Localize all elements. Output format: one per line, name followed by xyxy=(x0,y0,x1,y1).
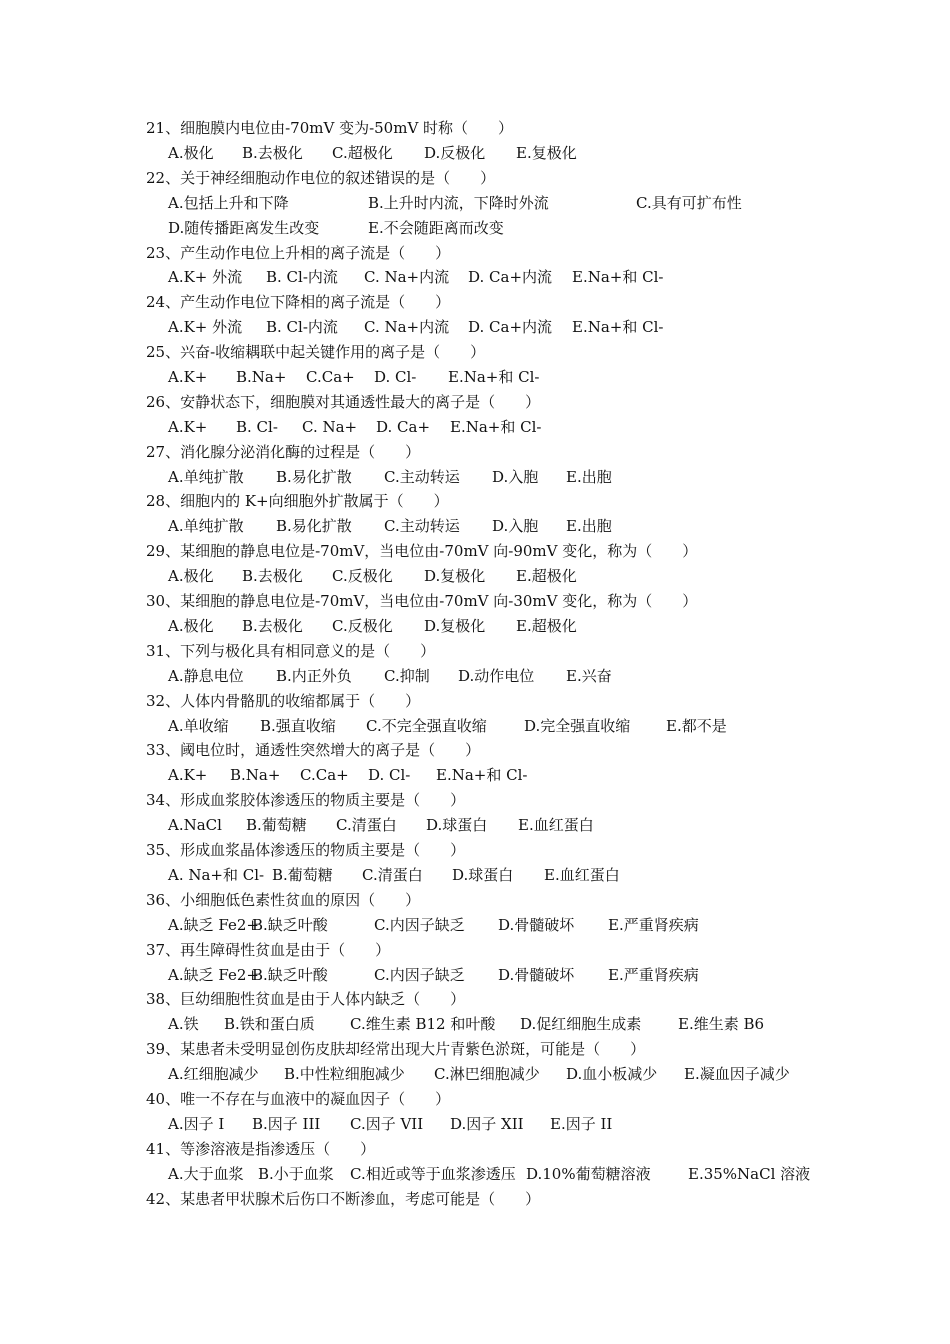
question-stem: 28、细胞内的 K+向细胞外扩散属于（ ） xyxy=(146,492,449,510)
answer-option: B. Cl-内流 xyxy=(266,318,338,336)
answer-option: B.易化扩散 xyxy=(276,517,352,535)
answer-option: B.去极化 xyxy=(242,144,303,162)
answer-option: E.兴奋 xyxy=(566,667,612,685)
answer-option: D. Ca+内流 xyxy=(468,268,553,286)
answer-option: A.缺乏 Fe2+ xyxy=(168,966,259,984)
answer-option: D.球蛋白 xyxy=(452,866,514,884)
answer-option: B.缺乏叶酸 xyxy=(252,966,328,984)
answer-option: A.NaCl xyxy=(168,816,222,834)
answer-option: E.出胞 xyxy=(566,468,612,486)
answer-option: E.35%NaCl 溶液 xyxy=(688,1165,811,1183)
answer-option: B.葡萄糖 xyxy=(272,866,333,884)
answer-option: D. Cl- xyxy=(368,766,411,784)
answer-option: A.单纯扩散 xyxy=(168,468,244,486)
answer-option: E.Na+和 Cl- xyxy=(572,268,664,286)
answer-option: D.促红细胞生成素 xyxy=(520,1015,642,1033)
answer-option: C.维生素 B12 和叶酸 xyxy=(350,1015,496,1033)
answer-option: E.超极化 xyxy=(516,567,577,585)
answer-option: B.易化扩散 xyxy=(276,468,352,486)
question-stem: 22、关于神经细胞动作电位的叙述错误的是（ ） xyxy=(146,169,496,187)
answer-option: B.小于血浆 xyxy=(258,1165,334,1183)
answer-option: B.Na+ xyxy=(236,368,287,386)
answer-option: C. Na+内流 xyxy=(364,268,450,286)
answer-option: E.Na+和 Cl- xyxy=(450,418,542,436)
question-stem: 40、唯一不存在与血液中的凝血因子（ ） xyxy=(146,1090,451,1108)
answer-option: A.K+ xyxy=(168,368,208,386)
question-stem: 23、产生动作电位上升相的离子流是（ ） xyxy=(146,244,451,262)
answer-option: E.凝血因子减少 xyxy=(684,1065,790,1083)
question-stem: 21、细胞膜内电位由-70mV 变为-50mV 时称（ ） xyxy=(146,119,514,137)
answer-option: B.缺乏叶酸 xyxy=(252,916,328,934)
answer-option: D.骨髓破坏 xyxy=(498,966,575,984)
answer-option: D.完全强直收缩 xyxy=(524,717,631,735)
answer-option: C.具有可扩布性 xyxy=(636,194,742,212)
question-stem: 42、某患者甲状腺术后伤口不断渗血，考虑可能是（ ） xyxy=(146,1190,541,1208)
answer-option: D.入胞 xyxy=(492,468,539,486)
answer-option: C.反极化 xyxy=(332,567,393,585)
answer-option: C.因子 VII xyxy=(350,1115,424,1133)
question-stem: 33、阈电位时，通透性突然增大的离子是（ ） xyxy=(146,741,481,759)
answer-option: D.反极化 xyxy=(424,144,486,162)
question-stem: 37、再生障碍性贫血是由于（ ） xyxy=(146,941,391,959)
answer-option: E.血红蛋白 xyxy=(544,866,620,884)
answer-option: B.因子 III xyxy=(252,1115,321,1133)
answer-option: E.严重肾疾病 xyxy=(608,916,699,934)
answer-option: C.Ca+ xyxy=(300,766,349,784)
answer-option: E.复极化 xyxy=(516,144,577,162)
answer-option: C.内因子缺乏 xyxy=(374,966,465,984)
answer-option: C.Ca+ xyxy=(306,368,355,386)
answer-option: C.清蛋白 xyxy=(362,866,423,884)
answer-option: B.去极化 xyxy=(242,567,303,585)
question-stem: 32、人体内骨骼肌的收缩都属于（ ） xyxy=(146,692,421,710)
answer-option: B.上升时内流，下降时外流 xyxy=(368,194,549,212)
answer-option: B.Na+ xyxy=(230,766,281,784)
answer-option: E.Na+和 Cl- xyxy=(448,368,540,386)
answer-option: B.葡萄糖 xyxy=(246,816,307,834)
answer-option: D.因子 XII xyxy=(450,1115,524,1133)
answer-option: A.静息电位 xyxy=(168,667,244,685)
answer-option: E.严重肾疾病 xyxy=(608,966,699,984)
answer-option: E.因子 II xyxy=(550,1115,613,1133)
answer-option: B.强直收缩 xyxy=(260,717,336,735)
answer-option: A.单纯扩散 xyxy=(168,517,244,535)
answer-option: D. Ca+内流 xyxy=(468,318,553,336)
question-stem: 41、等渗溶液是指渗透压（ ） xyxy=(146,1140,376,1158)
question-stem: 27、消化腺分泌消化酶的过程是（ ） xyxy=(146,443,421,461)
answer-option: C. Na+内流 xyxy=(364,318,450,336)
question-stem: 36、小细胞低色素性贫血的原因（ ） xyxy=(146,891,421,909)
answer-option: A.K+ 外流 xyxy=(168,318,243,336)
question-stem: 35、形成血浆晶体渗透压的物质主要是（ ） xyxy=(146,841,466,859)
answer-option: D.动作电位 xyxy=(458,667,535,685)
answer-option: A.因子 I xyxy=(168,1115,225,1133)
answer-option: D.复极化 xyxy=(424,617,486,635)
answer-option: E.Na+和 Cl- xyxy=(572,318,664,336)
answer-option: A.K+ 外流 xyxy=(168,268,243,286)
answer-option: E.都不是 xyxy=(666,717,727,735)
question-stem: 34、形成血浆胶体渗透压的物质主要是（ ） xyxy=(146,791,466,809)
answer-option: A.极化 xyxy=(168,144,214,162)
answer-option: C.淋巴细胞减少 xyxy=(434,1065,540,1083)
answer-option: A.红细胞减少 xyxy=(168,1065,259,1083)
answer-option: D.入胞 xyxy=(492,517,539,535)
answer-option: A.极化 xyxy=(168,617,214,635)
answer-option: A.铁 xyxy=(168,1015,199,1033)
answer-option: D.球蛋白 xyxy=(426,816,488,834)
answer-option: C.抑制 xyxy=(384,667,430,685)
answer-option: A.单收缩 xyxy=(168,717,229,735)
answer-option: B.中性粒细胞减少 xyxy=(284,1065,405,1083)
answer-option: E.不会随距离而改变 xyxy=(368,219,504,237)
answer-option: B.内正外负 xyxy=(276,667,352,685)
question-stem: 31、下列与极化具有相同意义的是（ ） xyxy=(146,642,436,660)
answer-option: E.维生素 B6 xyxy=(678,1015,765,1033)
answer-option: D.10%葡萄糖溶液 xyxy=(526,1165,651,1183)
question-stem: 26、安静状态下，细胞膜对其通透性最大的离子是（ ） xyxy=(146,393,541,411)
answer-option: E.血红蛋白 xyxy=(518,816,594,834)
question-stem: 38、巨幼细胞性贫血是由于人体内缺乏（ ） xyxy=(146,990,466,1008)
answer-option: E.超极化 xyxy=(516,617,577,635)
answer-option: A.极化 xyxy=(168,567,214,585)
answer-option: D.随传播距离发生改变 xyxy=(168,219,320,237)
question-stem: 39、某患者未受明显创伤皮肤却经常出现大片青紫色淤斑，可能是（ ） xyxy=(146,1040,646,1058)
answer-option: C.不完全强直收缩 xyxy=(366,717,487,735)
answer-option: E.出胞 xyxy=(566,517,612,535)
question-stem: 25、兴奋-收缩耦联中起关键作用的离子是（ ） xyxy=(146,343,486,361)
answer-option: A.大于血浆 xyxy=(168,1165,244,1183)
answer-option: C.反极化 xyxy=(332,617,393,635)
question-stem: 30、某细胞的静息电位是-70mV，当电位由-70mV 向-30mV 变化，称为（ ） xyxy=(146,592,698,610)
answer-option: B. Cl-内流 xyxy=(266,268,338,286)
answer-option: A.缺乏 Fe2+ xyxy=(168,916,259,934)
answer-option: C.主动转运 xyxy=(384,517,460,535)
answer-option: C.内因子缺乏 xyxy=(374,916,465,934)
answer-option: E.Na+和 Cl- xyxy=(436,766,528,784)
answer-option: C.主动转运 xyxy=(384,468,460,486)
answer-option: A. Na+和 Cl- xyxy=(168,866,265,884)
question-stem: 29、某细胞的静息电位是-70mV，当电位由-70mV 向-90mV 变化，称为（ ） xyxy=(146,542,698,560)
answer-option: C.超极化 xyxy=(332,144,393,162)
answer-option: D.复极化 xyxy=(424,567,486,585)
answer-option: A.K+ xyxy=(168,766,208,784)
answer-option: C. Na+ xyxy=(302,418,358,436)
answer-option: A.K+ xyxy=(168,418,208,436)
answer-option: B. Cl- xyxy=(236,418,278,436)
answer-option: B.铁和蛋白质 xyxy=(224,1015,315,1033)
answer-option: D. Ca+ xyxy=(376,418,431,436)
answer-option: D.血小板减少 xyxy=(566,1065,658,1083)
answer-option: D. Cl- xyxy=(374,368,417,386)
answer-option: B.去极化 xyxy=(242,617,303,635)
answer-option: A.包括上升和下降 xyxy=(168,194,289,212)
answer-option: C.相近或等于血浆渗透压 xyxy=(350,1165,516,1183)
question-stem: 24、产生动作电位下降相的离子流是（ ） xyxy=(146,293,451,311)
answer-option: C.清蛋白 xyxy=(336,816,397,834)
answer-option: D.骨髓破坏 xyxy=(498,916,575,934)
